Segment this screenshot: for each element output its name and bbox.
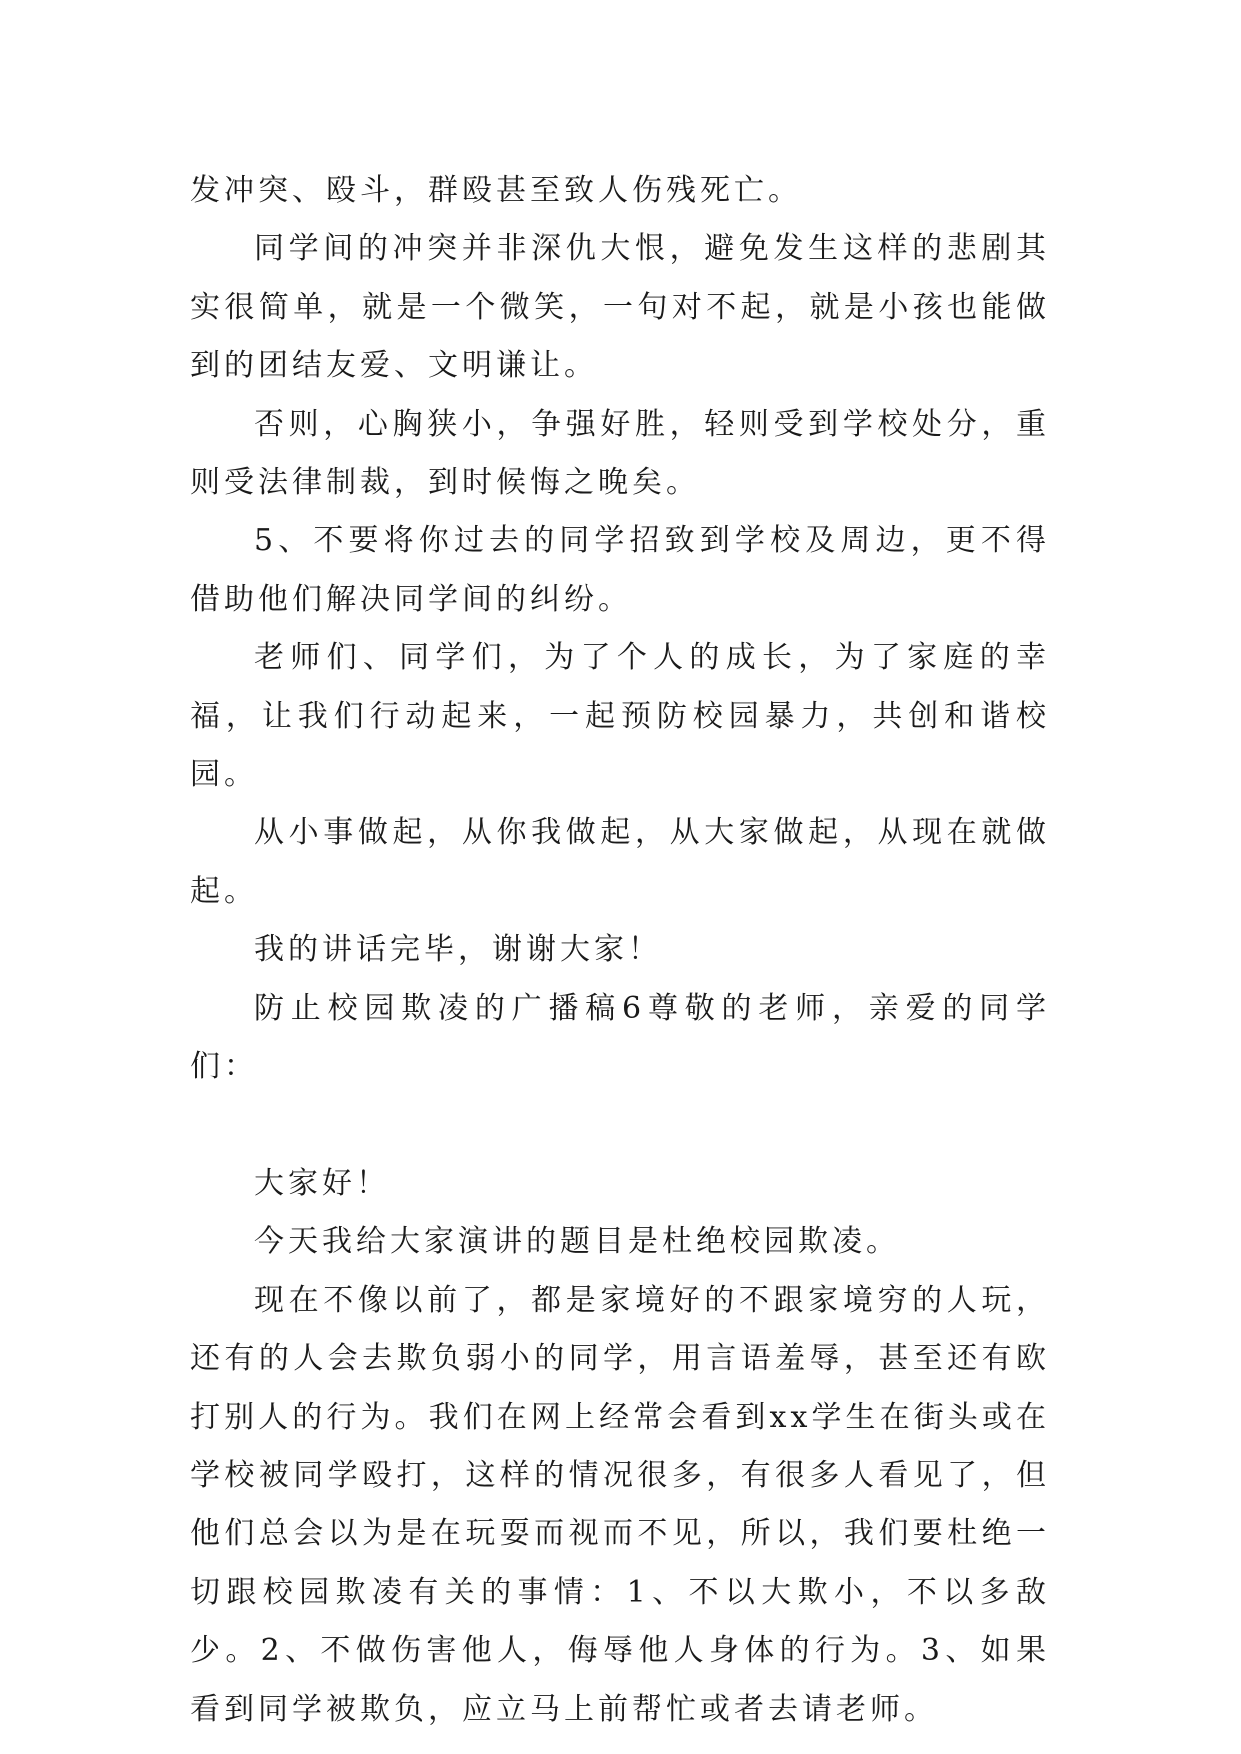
paragraph-8: 防止校园欺凌的广播稿6尊敬的老师，亲爱的同学们： (190, 990, 1050, 1085)
document-body (190, 162, 1050, 1739)
blank-line (190, 1097, 1050, 1155)
paragraph-9: 大家好！ (254, 1165, 390, 1201)
paragraph-6: 从小事做起，从你我做起，从大家做起，从现在就做起。 (190, 815, 1050, 909)
paragraph-2: 同学间的冲突并非深仇大恨，避免发生这样的悲剧其实很简单，就是一个微笑，一句对不起，就是小孩也能做到的团结友爱、文明谦让。 (190, 231, 1050, 384)
paragraph-10: 今天我给大家演讲的题目是杜绝校园欺凌。 (254, 1224, 900, 1260)
paragraph-1: 发冲突、殴斗，群殴甚至致人伤残死亡。 (190, 173, 802, 208)
paragraph-5: 老师们、同学们，为了个人的成长，为了家庭的幸福，让我们行动起来，一起预防校园暴力，共创和谐校园。 (190, 640, 1050, 793)
paragraph-11: 现在不像以前了，都是家境好的不跟家境穷的人玩，还有的人会去欺负弱小的同学，用言语羞辱，甚至还有欧打别人的行为。我们在网上经常会看到xx学生在街头或在学校被同学殴打，这样的情况很多，有很多人看见了，但他们总会以为是在玩耍而视而不见，所以，我们要杜绝一切跟校园欺凌有关的事情：1、不以大欺小，不以多敌少。2、不做伤害他人，侮辱他人身体的行为。3、如果看到同学被欺负，应立马上前帮忙或者去请老师。 (190, 1282, 1050, 1727)
paragraph-4: 5、不要将你过去的同学招致到学校及周边，更不得借助他们解决同学间的纠纷。 (190, 523, 1050, 617)
paragraph-7: 我的讲话完毕，谢谢大家！ (254, 932, 662, 968)
paragraph-3: 否则，心胸狭小，争强好胜，轻则受到学校处分，重则受法律制裁，到时候悔之晚矣。 (190, 406, 1050, 501)
